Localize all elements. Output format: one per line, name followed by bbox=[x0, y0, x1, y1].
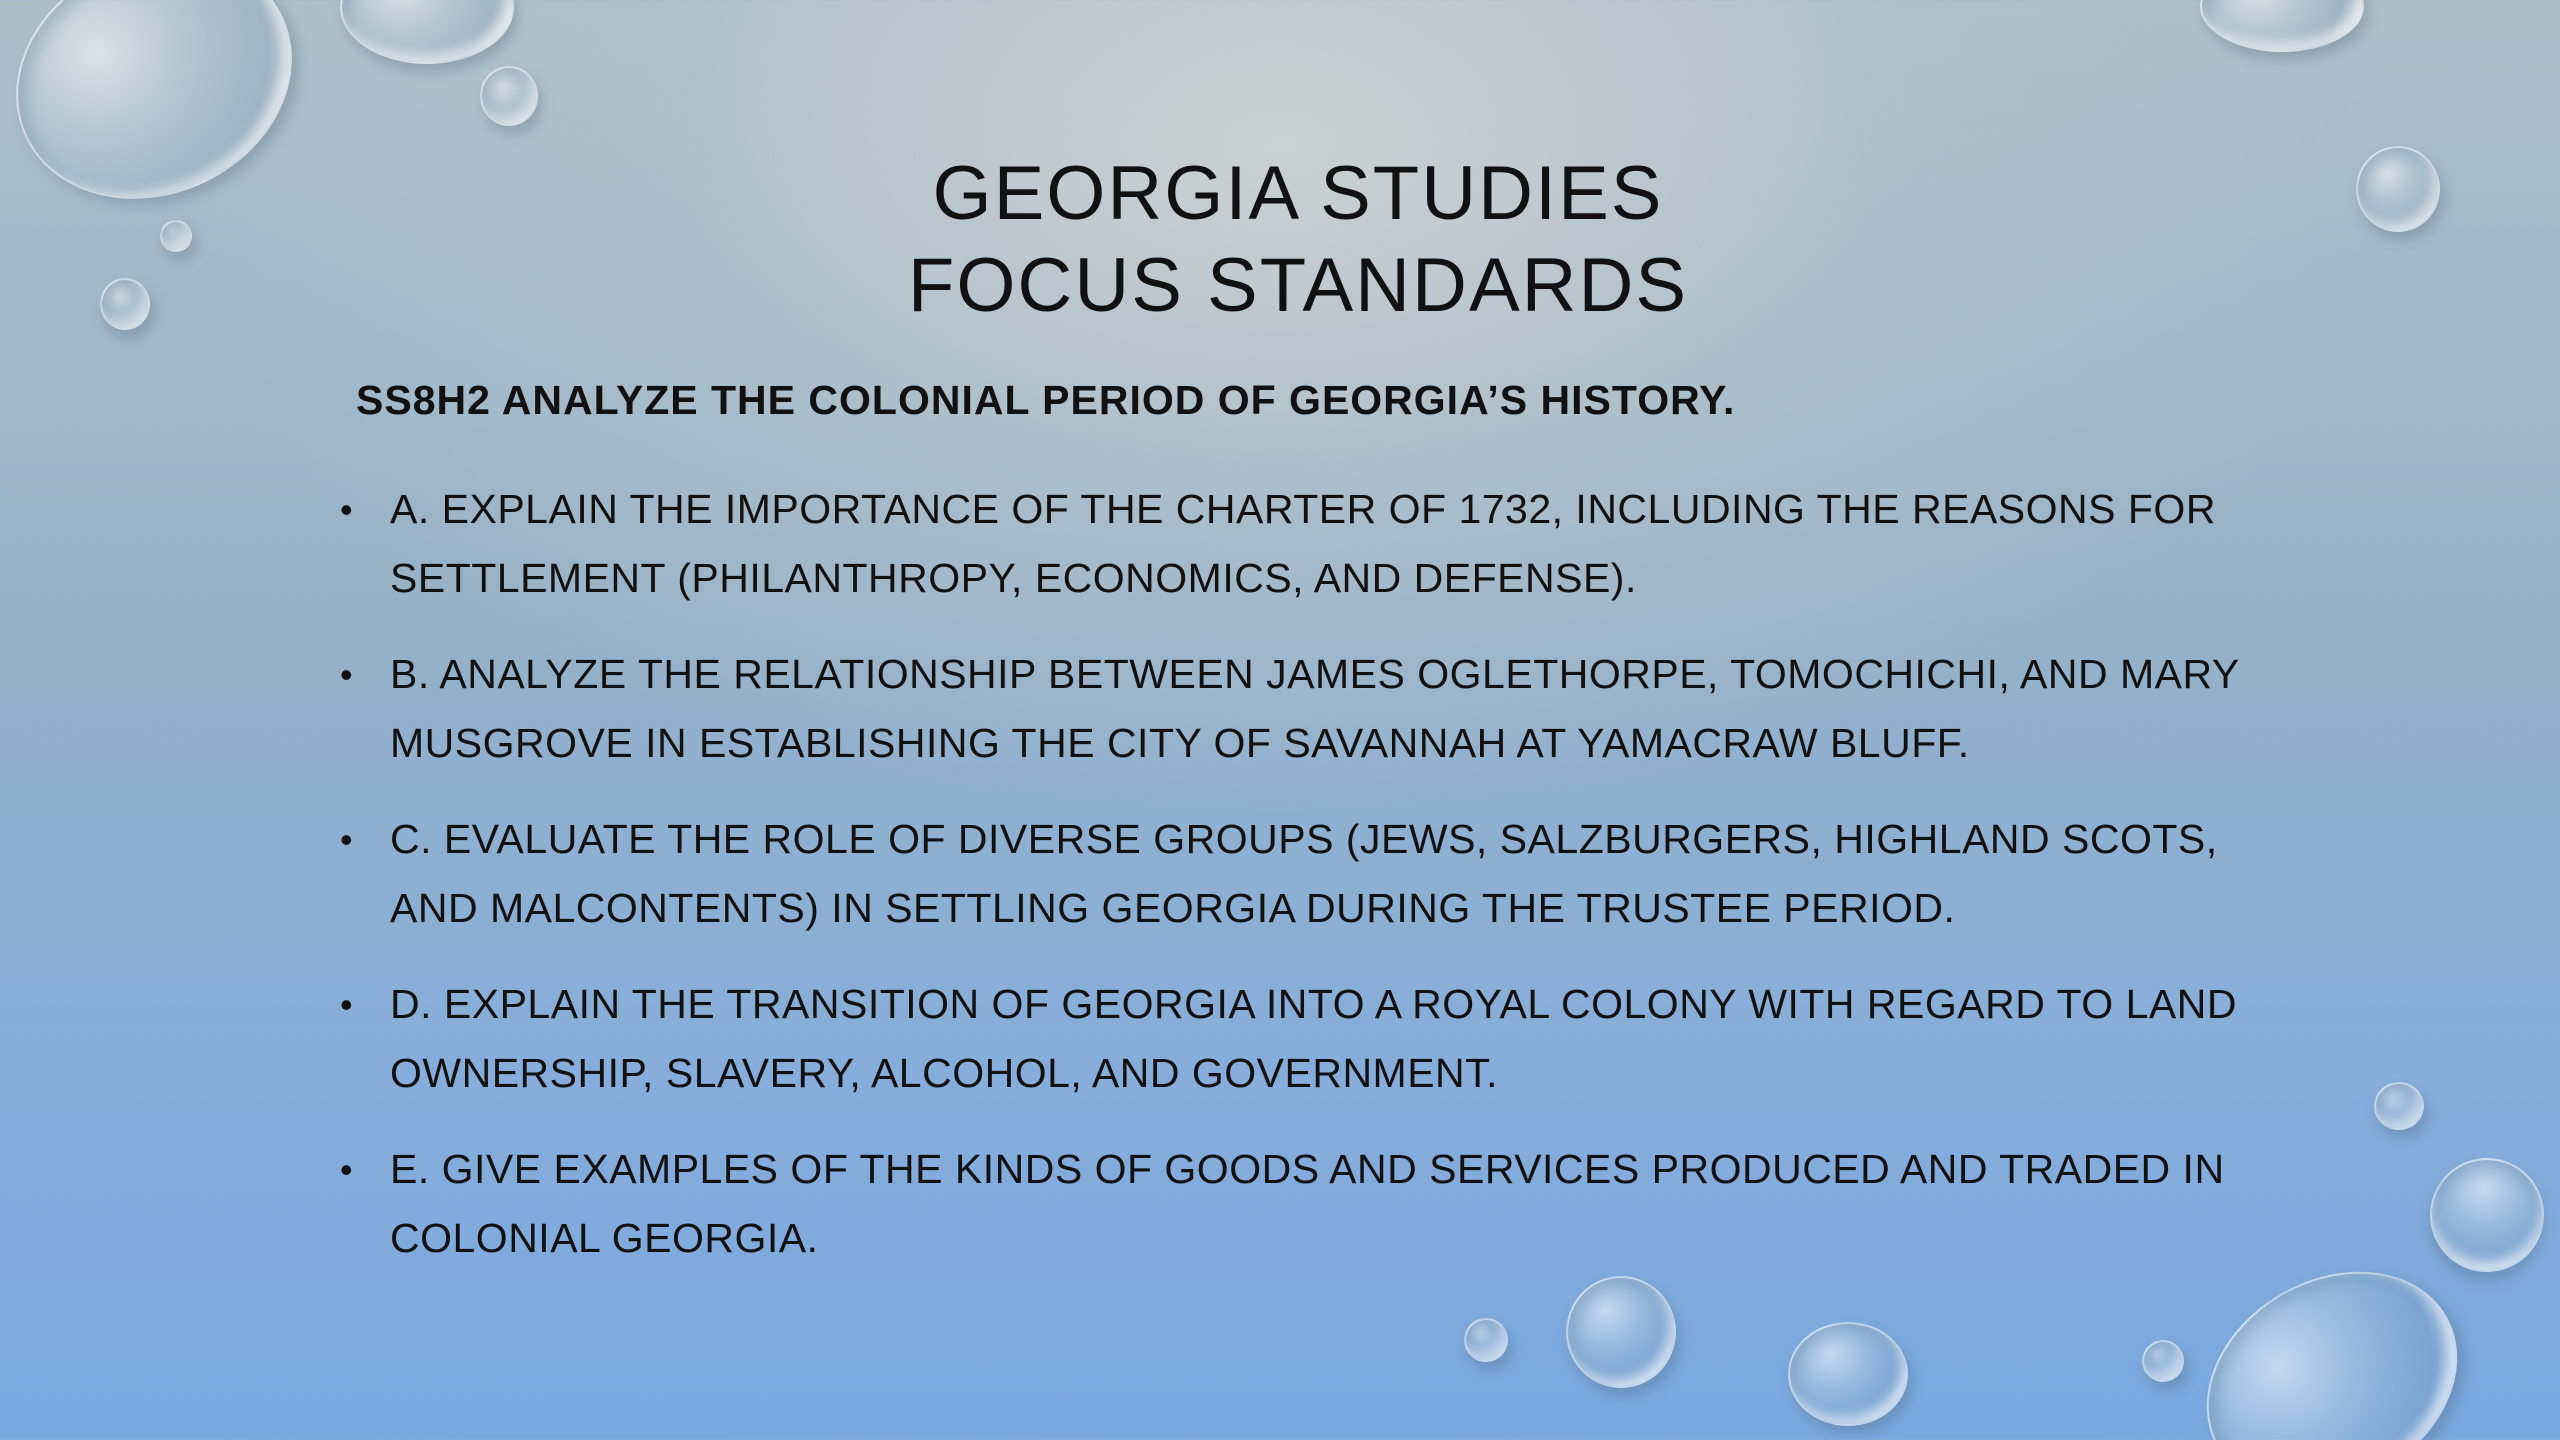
water-droplet-decoration bbox=[480, 66, 538, 126]
bullet-dot-icon: • bbox=[340, 984, 354, 1025]
bullet-text: A. EXPLAIN THE IMPORTANCE OF THE CHARTER OF 1732, INCLUDING THE REASONS FOR SETTLEMENT (PHILANTHROPY, ECONOMICS, AND DEFENSE). bbox=[390, 486, 2216, 601]
bullet-dot-icon: • bbox=[340, 1149, 354, 1190]
standard-heading: SS8H2 ANALYZE THE COLONIAL PERIOD OF GEORGIA’S HISTORY. bbox=[356, 377, 1736, 423]
water-droplet-decoration bbox=[2142, 1340, 2184, 1382]
bullet-item-e bbox=[340, 1135, 2240, 1273]
bullet-dot-icon: • bbox=[340, 654, 354, 695]
bullet-dot-icon: • bbox=[340, 489, 354, 530]
bullet-item-b bbox=[340, 640, 2240, 778]
water-droplet-decoration bbox=[2374, 1082, 2424, 1130]
bullet-text: B. ANALYZE THE RELATIONSHIP BETWEEN JAMES OGLETHORPE, TOMOCHICHI, AND MARY MUSGROVE IN ESTABLISHING THE CITY OF SAVANNAH AT YAMACRAW BLUFF. bbox=[390, 651, 2239, 766]
bullet-item-d bbox=[340, 970, 2240, 1108]
bullet-dot-icon: • bbox=[340, 819, 354, 860]
bullet-text: C. EVALUATE THE ROLE OF DIVERSE GROUPS (JEWS, SALZBURGERS, HIGHLAND SCOTS, AND MALCONTENTS) IN SETTLING GEORGIA DURING THE TRUSTEE PERIOD. bbox=[390, 816, 2218, 931]
water-droplet-decoration bbox=[1464, 1318, 1508, 1362]
bullet-item-a bbox=[340, 475, 2240, 613]
bullet-item-c bbox=[340, 805, 2240, 943]
bullet-text: D. EXPLAIN THE TRANSITION OF GEORGIA INTO A ROYAL COLONY WITH REGARD TO LAND OWNERSHIP, SLAVERY, ALCOHOL, AND GOVERNMENT. bbox=[390, 981, 2237, 1096]
slide-title-line-2: FOCUS STANDARDS bbox=[907, 243, 1689, 328]
water-droplet-decoration bbox=[2200, 0, 2364, 52]
bullet-text: E. GIVE EXAMPLES OF THE KINDS OF GOODS AND SERVICES PRODUCED AND TRADED IN COLONIAL GEORGIA. bbox=[390, 1146, 2225, 1261]
water-droplet-decoration bbox=[1788, 1322, 1908, 1426]
slide-title bbox=[0, 148, 2560, 332]
slide-title-line-1: GEORGIA STUDIES bbox=[932, 151, 1664, 236]
standards-bullet-list bbox=[340, 475, 2240, 1300]
water-droplet-decoration bbox=[340, 0, 514, 64]
water-droplet-decoration bbox=[2409, 1137, 2560, 1293]
